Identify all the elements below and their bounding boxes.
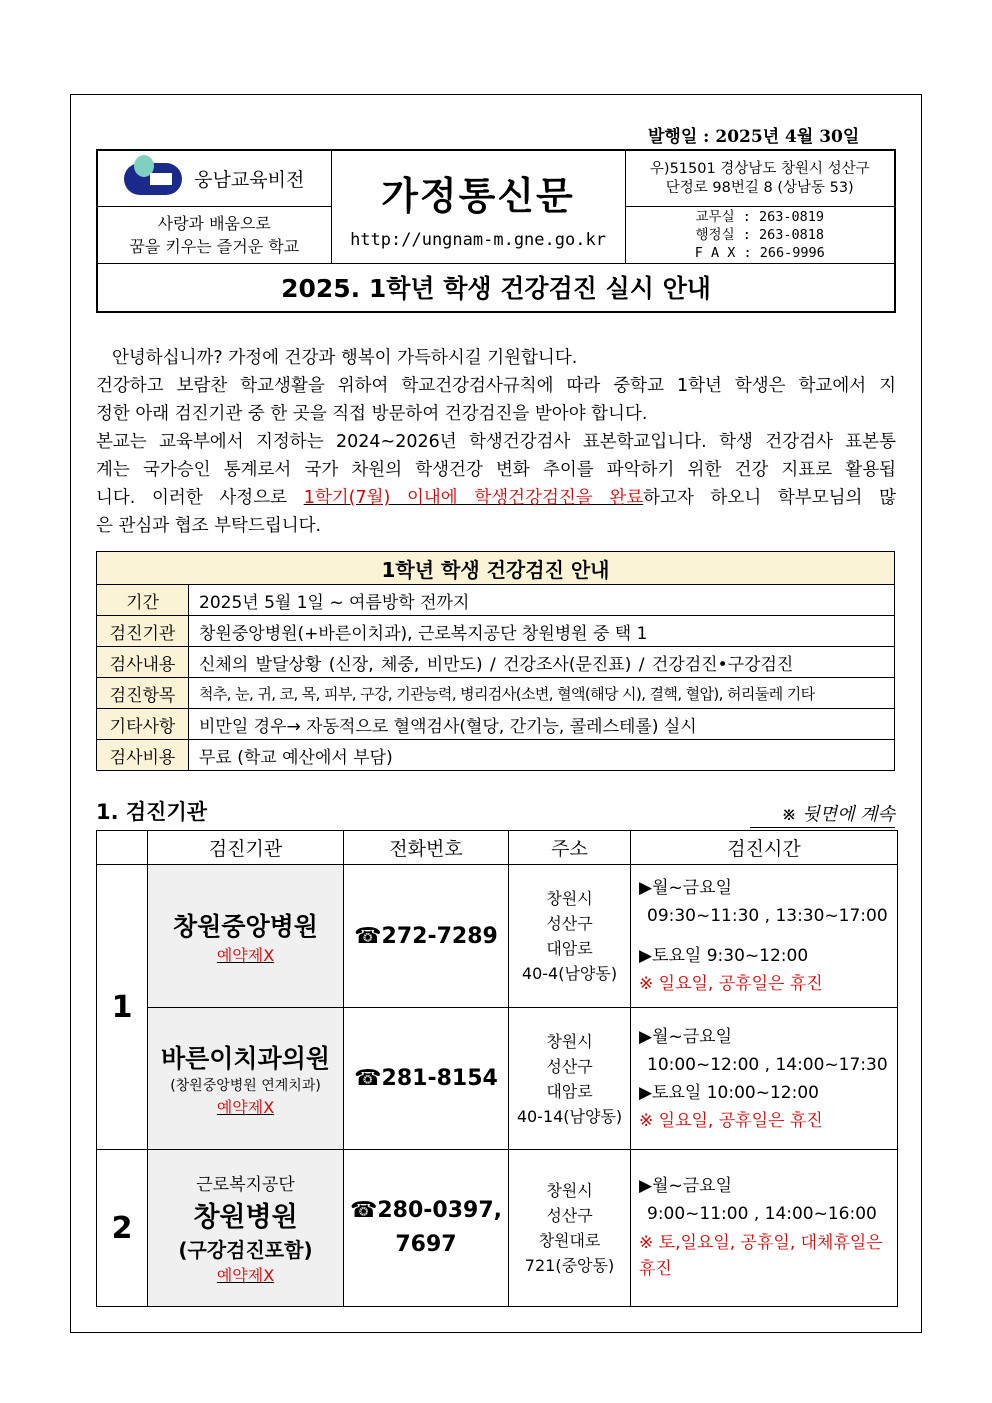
table-row	[97, 616, 895, 647]
weekday-label: ▶월~금요일	[639, 878, 733, 898]
address-line: 40-4(남양동)	[521, 964, 618, 983]
deadline-highlight: 1학기(7월) 이내에 학생건강검진을 완료	[303, 488, 644, 508]
reservation-note: 예약제X	[216, 1098, 275, 1117]
address-line: 창원시	[546, 889, 593, 908]
address-line: 단정로 98번길 8 (상남동 53)	[665, 179, 854, 196]
weekday-label: ▶월~금요일	[639, 1026, 733, 1047]
row-value: 신체의 발달상황 (신장, 체중, 비만도) / 건강조사(문진표) / 건강검진•구강검진	[189, 647, 895, 678]
row-value: 창원중앙병원(+바른이치과), 근로복지공단 창원병원 중 택 1	[189, 616, 895, 647]
row-label: 기타사항	[97, 709, 189, 740]
address-line: 대암로	[546, 1081, 593, 1101]
intro-line	[96, 484, 896, 512]
clinic-name: 창원중앙병원	[173, 911, 318, 941]
fax: F A X : 266-9996	[694, 245, 825, 261]
table-row	[97, 1008, 898, 1150]
address-line: 성산구	[546, 1206, 593, 1225]
weekday-hours: 09:30~11:30 , 13:30~17:00	[647, 906, 888, 926]
clinic-phone: ☎272-7289	[344, 865, 509, 1008]
vision-label: 웅남교육비전	[194, 169, 305, 191]
row-value: 무료 (학교 예산에서 부담)	[189, 740, 895, 771]
table-row	[97, 1150, 898, 1307]
weekday-hours: 9:00~11:00 , 14:00~16:00	[647, 1204, 877, 1224]
address-line: 우)51501 경상남도 창원시 성산구	[649, 160, 870, 177]
clinic-subtitle: (구강검진포함)	[178, 1238, 313, 1262]
row-label: 검사비용	[97, 740, 189, 771]
newsletter-header	[96, 149, 896, 313]
header-institution: 검진기관	[148, 831, 344, 865]
header-hours: 검진시간	[631, 831, 898, 865]
school-url[interactable]: http://ungnam-m.gne.go.kr	[350, 229, 606, 250]
table-row	[97, 740, 895, 771]
row-label: 검진항목	[97, 678, 189, 709]
row-label: 검진기관	[97, 616, 189, 647]
closed-note: ※ 토,일요일, 공휴일, 대체휴일은 휴진	[639, 1233, 883, 1279]
clinic-name: 창원병원	[193, 1202, 298, 1233]
saturday-hours: ▶토요일 10:00~12:00	[639, 1082, 819, 1103]
header-phone: 전화번호	[344, 831, 509, 865]
issue-date: 발행일 : 2025년 4월 30일	[648, 127, 860, 147]
intro-line: 계는 국가승인 통계로서 국가 차원의 학생건강 변화 추이를 파악하기 위한 건강 지표로 활용됩	[96, 460, 896, 480]
clinic-parent: 근로복지공단	[196, 1175, 295, 1195]
address-line: 창원시	[546, 1181, 593, 1200]
clinic-phone-alt: 7697	[395, 1232, 457, 1257]
clinic-subtitle: (창원중앙병원 연계치과)	[170, 1078, 321, 1094]
school-logo-icon	[124, 163, 182, 195]
address-line: 성산구	[546, 1056, 593, 1076]
intro-line: 정한 아래 검진기관 중 한 곳을 직접 방문하여 건강검진을 받아야 합니다.	[96, 404, 648, 424]
tel-admin: 행정실 : 263-0818	[695, 227, 825, 243]
clinic-phone: ☎281-8154	[344, 1008, 509, 1150]
newsletter-title: 가정통신문	[381, 173, 575, 218]
reservation-note: 예약제X	[216, 945, 275, 965]
address-line: 성산구	[546, 914, 593, 933]
header-address: 주소	[509, 831, 631, 865]
intro-text-post: 하고자 하오니 학부모님의 많	[643, 488, 896, 508]
row-label: 기간	[97, 585, 189, 616]
weekday-hours: 10:00~12:00 , 14:00~17:30	[647, 1054, 888, 1075]
continued-note: ※ 뒷면에 계속	[750, 800, 895, 828]
saturday-hours: ▶토요일 9:30~12:00	[639, 946, 809, 966]
intro-line: 은 관심과 협조 부탁드립니다.	[96, 516, 322, 536]
address-line: 창원시	[546, 1031, 593, 1051]
intro-text	[96, 344, 896, 540]
table-row	[97, 585, 895, 616]
clinic-phone: ☎280-0397,	[349, 1198, 503, 1223]
address-line: 창원대로	[538, 1231, 601, 1250]
table-row	[97, 647, 895, 678]
clinic-table	[96, 830, 898, 1307]
clinic-name: 바른이치과의원	[160, 1044, 331, 1073]
reservation-note: 예약제X	[216, 1266, 275, 1285]
table-row	[97, 865, 898, 1008]
closed-note: ※ 일요일, 공휴일은 휴진	[639, 974, 823, 994]
motto-line: 사랑과 배움으로	[157, 214, 271, 233]
motto-line: 꿈을 키우는 즐거운 학교	[129, 237, 300, 256]
tel-office: 교무실 : 263-0819	[695, 209, 825, 225]
checkup-info-table	[96, 551, 895, 771]
address-line: 40-14(남양동)	[516, 1106, 623, 1126]
table-row	[97, 678, 895, 709]
intro-text-pre: 니다. 이러한 사정으로	[96, 488, 304, 508]
closed-note: ※ 일요일, 공휴일은 휴진	[639, 1110, 823, 1131]
group-number: 1	[97, 865, 148, 1150]
table-row	[97, 709, 895, 740]
row-value: 척추, 눈, 귀, 코, 목, 피부, 구강, 기관능력, 병리검사(소변, 혈액(해당 시), 결핵, 혈압), 허리둘레 기타	[189, 678, 895, 709]
row-value: 비만일 경우→ 자동적으로 혈액검사(혈당, 간기능, 콜레스테롤) 실시	[189, 709, 895, 740]
address-line: 대암로	[546, 939, 593, 958]
info-table-title: 1학년 학생 건강검진 안내	[97, 552, 895, 585]
section-heading: 1. 검진기관	[96, 800, 208, 824]
weekday-label: ▶월~금요일	[639, 1176, 733, 1196]
intro-line: 건강하고 보람찬 학교생활을 위하여 학교건강검사규칙에 따라 중학교 1학년 학생은 학교에서 지	[96, 376, 896, 396]
group-number: 2	[97, 1150, 148, 1307]
intro-line: 안녕하십니까? 가정에 건강과 행복이 가득하시길 기원합니다.	[112, 348, 578, 368]
document-title: 2025. 1학년 학생 건강검진 실시 안내	[97, 264, 895, 312]
intro-line: 본교는 교육부에서 지정하는 2024~2026년 학생건강검사 표본학교입니다. 학생 건강검사 표본통	[96, 432, 896, 452]
row-label: 검사내용	[97, 647, 189, 678]
row-value: 2025년 5월 1일 ~ 여름방학 전까지	[189, 585, 895, 616]
address-line: 721(중앙동)	[524, 1256, 615, 1275]
